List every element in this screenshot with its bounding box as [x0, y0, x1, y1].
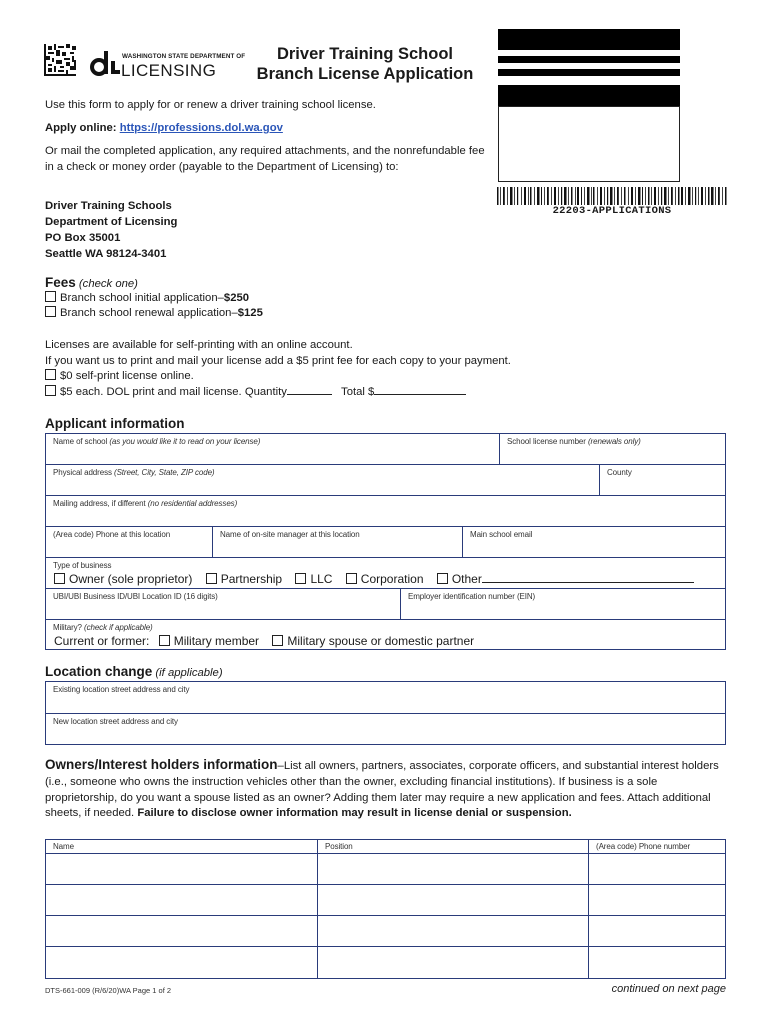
fee-initial-checkbox[interactable] [45, 291, 56, 302]
owner-phone-cell[interactable] [589, 854, 726, 885]
selfprint-line1: Licenses are available for self-printing with an online account. [45, 339, 353, 351]
existing-location-label: Existing location street address and city [53, 685, 190, 694]
fee-renewal-price: $125 [237, 307, 263, 319]
corporation-checkbox[interactable] [346, 573, 357, 584]
office-use-bar [498, 29, 680, 50]
ein-label: Employer identification number (EIN) [408, 592, 536, 601]
mail-instructions: Or mail the completed application, any required attachments, and the nonrefundable fee in a check or money order (payable to the Department of Licensing) to: [45, 145, 485, 173]
barcode-text: 22203-APPLICATIONS [552, 205, 672, 217]
total-field[interactable] [374, 385, 466, 395]
military-member-checkbox[interactable] [159, 635, 170, 646]
ubi-label: UBI/UBI Business ID/UBI Location ID (16 digits) [53, 592, 218, 601]
new-location-label: New location street address and city [53, 717, 178, 726]
fee-renewal-label: Branch school renewal application– [60, 307, 238, 319]
intro-purpose: Use this form to apply for or renew a driver training school license. [45, 99, 376, 111]
fee-renewal-checkbox[interactable] [45, 306, 56, 317]
owner-name-cell[interactable] [46, 947, 318, 979]
military-options [54, 634, 474, 648]
owner-phone-cell[interactable] [589, 947, 726, 979]
address-line: Department of Licensing [45, 216, 178, 228]
mail-print-label: $5 each. DOL print and mail license. Quantity [60, 386, 287, 398]
location-change-form [45, 681, 726, 745]
military-member-label: Military member [173, 634, 260, 648]
physical-address-label-text: Physical address [53, 468, 112, 477]
mailing-address-hint: (no residential addresses) [147, 499, 238, 508]
school-name-label [53, 437, 260, 446]
office-use-bar [498, 69, 680, 76]
owner-position-cell[interactable] [318, 947, 589, 979]
owners-col-name-header [46, 840, 318, 854]
page-title-line1: Driver Training School [276, 45, 454, 63]
new-location-field[interactable] [46, 714, 726, 745]
other-field[interactable] [482, 573, 694, 583]
owner-position-cell[interactable] [318, 885, 589, 916]
fees-heading [45, 275, 138, 290]
mail-print-checkbox[interactable] [45, 385, 56, 396]
owner-position-cell[interactable] [318, 916, 589, 947]
fees-subtitle: (check one) [78, 278, 138, 290]
print-option-self [45, 369, 194, 385]
mailing-address [45, 198, 345, 262]
partnership-checkbox[interactable] [206, 573, 217, 584]
manager-label: Name of on-site manager at this location [220, 530, 360, 539]
military-hint: (check if applicable) [84, 623, 153, 632]
qr-code-icon [44, 44, 76, 76]
continued-note: continued on next page [611, 983, 726, 995]
self-print-checkbox[interactable] [45, 369, 56, 380]
address-line: PO Box 35001 [45, 232, 121, 244]
physical-address-label [53, 468, 215, 477]
form-id: DTS-661-009 (R/6/20)WA Page 1 of 2 [45, 986, 172, 995]
sole-proprietor-checkbox[interactable] [54, 573, 65, 584]
quantity-field[interactable] [287, 385, 332, 395]
school-name-label-text: Name of school [53, 437, 108, 446]
owner-name-cell[interactable] [46, 885, 318, 916]
military-spouse-checkbox[interactable] [272, 635, 283, 646]
sole-proprietor-label: Owner (sole proprietor) [69, 572, 193, 586]
license-number-label-text: School license number [507, 437, 586, 446]
barcode [497, 187, 727, 205]
dol-logo-mark [90, 49, 120, 77]
dol-logo-licensing: LICENSING [121, 61, 217, 80]
address-line: Driver Training Schools [45, 200, 172, 212]
apply-online-label: Apply online: [45, 122, 117, 134]
business-type-options [54, 572, 694, 586]
partnership-label: Partnership [220, 572, 283, 586]
page-title-line2: Branch License Application [256, 65, 474, 83]
corporation-label: Corporation [360, 572, 424, 586]
self-print-label: $0 self-print license online. [60, 370, 194, 382]
owner-name-cell[interactable] [46, 854, 318, 885]
office-use-box [498, 106, 680, 182]
owner-phone-cell[interactable] [589, 916, 726, 947]
location-change-title: Location change [45, 664, 153, 679]
military-spouse-label: Military spouse or domestic partner [287, 634, 475, 648]
email-label: Main school email [470, 530, 533, 539]
physical-address-hint: (Street, City, State, ZIP code) [114, 468, 215, 477]
fee-initial-price: $250 [223, 292, 250, 304]
owners-text [45, 757, 726, 822]
office-use-bar [498, 56, 680, 63]
owners-col-position: Position [325, 842, 353, 851]
selfprint-line2: If you want us to print and mail your license add a $5 print fee for each copy to your payment. [45, 355, 511, 367]
llc-label: LLC [310, 572, 333, 586]
fee-option-initial [45, 291, 249, 307]
military-label-text: Military? [53, 623, 82, 632]
owner-name-cell[interactable] [46, 916, 318, 947]
applicant-title: Applicant information [45, 416, 185, 431]
county-label: County [607, 468, 632, 477]
other-checkbox[interactable] [437, 573, 448, 584]
print-option-mail [45, 385, 466, 401]
address-line: Seattle WA 98124-3401 [45, 248, 167, 260]
school-name-hint: (as you would like it to read on your license) [109, 437, 261, 446]
owners-title: Owners/Interest holders information [45, 757, 278, 772]
dol-logo-dept: WASHINGTON STATE DEPARTMENT OF [122, 53, 246, 60]
business-type-label: Type of business [53, 561, 112, 570]
location-change-heading [45, 664, 223, 679]
location-change-subtitle: (if applicable) [155, 667, 223, 679]
owners-table [45, 839, 726, 979]
military-label [53, 623, 153, 632]
owners-col-phone: (Area code) Phone number [596, 842, 691, 851]
owners-col-name: Name [53, 842, 74, 851]
owners-lead: –List all owners, partners, associates, corporate officers, and substantial interest holders (i.e., someone who owns the instruction vehicles other than the owner, excluding financial institutions). If business is a sole proprietorship, do you want a spouse listed as an owner? Adding them later may require a new application and fees. Attach additional sheets, if needed. [45, 760, 719, 820]
llc-checkbox[interactable] [295, 573, 306, 584]
license-number-label [507, 437, 641, 446]
owners-col-position-header [318, 840, 589, 854]
license-number-hint: (renewals only) [587, 437, 641, 446]
fee-initial-label: Branch school initial application– [60, 292, 224, 304]
office-use-block [498, 29, 680, 182]
page-title [237, 44, 493, 84]
office-use-bar [498, 85, 680, 106]
apply-online [45, 121, 485, 137]
mailing-address-label-text: Mailing address, if different [53, 499, 146, 508]
total-label: Total $ [341, 386, 375, 398]
phone-label: (Area code) Phone at this location [53, 530, 171, 539]
other-label: Other [451, 572, 482, 586]
dol-logo [90, 47, 246, 81]
fees-title: Fees [45, 275, 76, 290]
owner-phone-cell[interactable] [589, 885, 726, 916]
apply-online-link[interactable]: https://professions.dol.wa.gov [119, 122, 283, 134]
mailing-address-label [53, 499, 237, 508]
applicant-form [45, 433, 726, 650]
fee-option-renewal [45, 306, 263, 322]
owners-warning: Failure to disclose owner information may result in license denial or suspension. [137, 807, 572, 820]
military-prefix: Current or former: [54, 634, 150, 648]
owner-position-cell[interactable] [318, 854, 589, 885]
